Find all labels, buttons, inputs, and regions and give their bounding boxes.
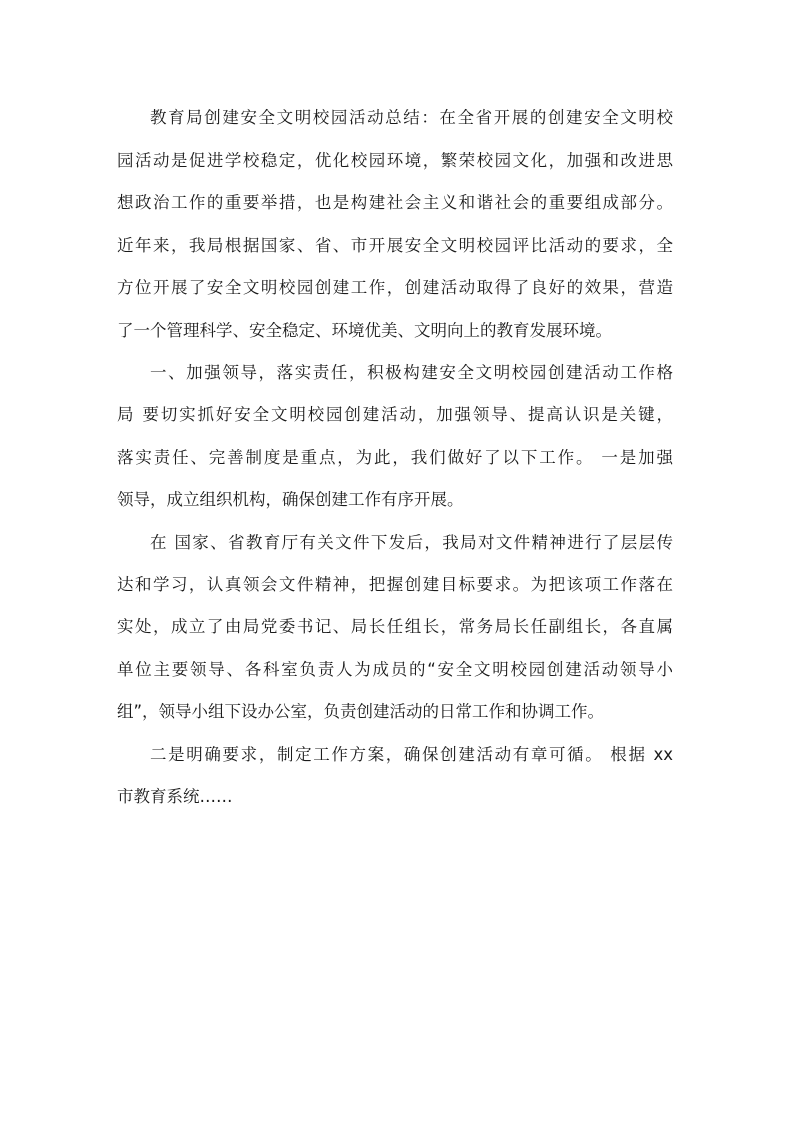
paragraph-4-line-2: 市教育系统…… <box>117 787 233 806</box>
paragraph-3-line-3: 实处，成立了由局党委书记、局长任组长，常务局长任副组长，各直属 <box>117 617 673 636</box>
paragraph-3-line-4: 单位主要领导、各科室负责人为成员的“安全文明校园创建活动领导小 <box>117 660 673 679</box>
paragraph-1-line-3: 想政治工作的重要举措，也是构建社会主义和谐社会的重要组成部分。 <box>117 193 673 212</box>
paragraph-2-line-2: 局 要切实抓好安全文明校园创建活动，加强领导、提高认识是关键， <box>117 405 673 424</box>
paragraph-3-line-2: 达和学习，认真领会文件精神，把握创建目标要求。为把该项工作落在 <box>117 575 673 594</box>
paragraph-1-line-1: 教育局创建安全文明校园活动总结：在全省开展的创建安全文明校 <box>150 108 673 127</box>
paragraph-3-line-1: 在 国家、省教育厅有关文件下发后，我局对文件精神进行了层层传 <box>150 533 673 552</box>
paragraph-1-line-2: 园活动是促进学校稳定，优化校园环境，繁荣校园文化，加强和改进思 <box>117 151 673 170</box>
paragraph-4-line-1: 二是明确要求，制定工作方案，确保创建活动有章可循。 根据 xx <box>150 745 673 764</box>
paragraph-3-line-5: 组”，领导小组下设办公室，负责创建活动的日常工作和协调工作。 <box>117 702 605 721</box>
paragraph-1-line-4: 近年来，我局根据国家、省、市开展安全文明校园评比活动的要求，全 <box>117 236 673 255</box>
paragraph-2-line-1: 一、加强领导，落实责任，积极构建安全文明校园创建活动工作格 <box>150 363 673 382</box>
paragraph-2-line-4: 领导，成立组织机构，确保创建工作有序开展。 <box>117 490 464 509</box>
paragraph-1-line-6: 了一个管理科学、安全稳定、环境优美、文明向上的教育发展环境。 <box>117 321 612 340</box>
paragraph-1-line-5: 方位开展了安全文明校园创建工作，创建活动取得了良好的效果，营造 <box>117 278 673 297</box>
paragraph-2-line-3: 落实责任、完善制度是重点，为此，我们做好了以下工作。 一是加强 <box>117 448 673 467</box>
